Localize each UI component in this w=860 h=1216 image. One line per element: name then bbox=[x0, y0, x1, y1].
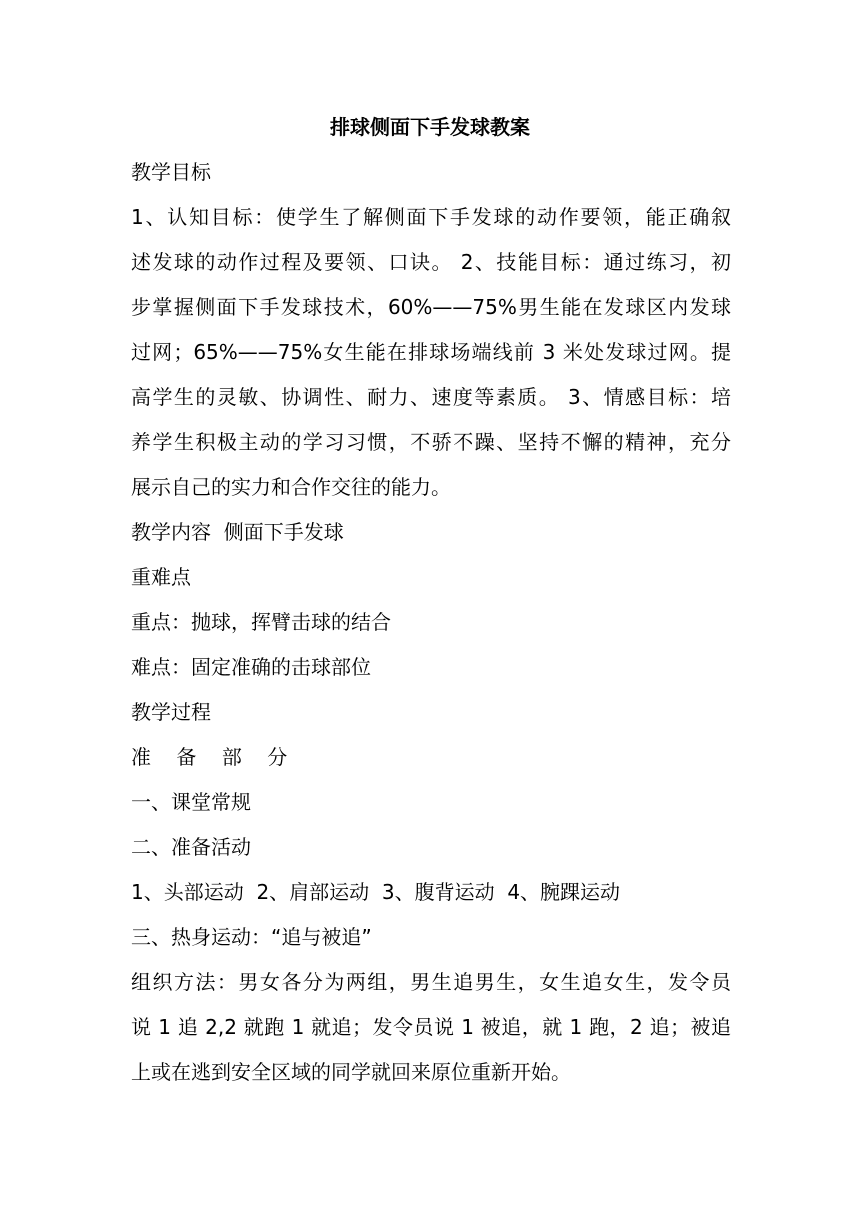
paragraph-line: 述发球的动作过程及要领、口诀。 2、技能目标：通过练习，初 bbox=[131, 250, 731, 274]
list-item: 三、热身运动：“追与被追” bbox=[131, 925, 372, 949]
list-item: 一、课堂常规 bbox=[131, 790, 251, 814]
paragraph-line: 说 1 追 2,2 就跑 1 就追；发令员说 1 被追，就 1 跑，2 追；被追 bbox=[131, 1015, 731, 1039]
paragraph-line: 上或在逃到安全区域的同学就回来原位重新开始。 bbox=[131, 1060, 571, 1084]
paragraph-line: 步掌握侧面下手发球技术，60%——75%男生能在发球区内发球 bbox=[131, 295, 731, 319]
section-heading-preparation: 准 备 部 分 bbox=[131, 745, 288, 769]
paragraph-line: 组织方法：男女各分为两组，男生追男生，女生追女生，发令员 bbox=[131, 970, 731, 994]
section-heading-process: 教学过程 bbox=[131, 700, 211, 724]
paragraph-line: 1、认知目标：使学生了解侧面下手发球的动作要领，能正确叙 bbox=[131, 205, 731, 229]
key-point-line: 重点：抛球，挥臂击球的结合 bbox=[131, 610, 391, 634]
section-heading-objectives: 教学目标 bbox=[131, 160, 211, 184]
list-item: 二、准备活动 bbox=[131, 835, 251, 859]
document-title: 排球侧面下手发球教案 bbox=[330, 115, 530, 139]
paragraph-line: 养学生积极主动的学习习惯，不骄不躁、坚持不懈的精神，充分 bbox=[131, 430, 731, 454]
section-heading-key-points: 重难点 bbox=[131, 565, 191, 589]
paragraph-line: 展示自己的实力和合作交往的能力。 bbox=[131, 475, 451, 499]
difficult-point-line: 难点：固定准确的击球部位 bbox=[131, 655, 371, 679]
section-heading-content: 教学内容 侧面下手发球 bbox=[131, 520, 344, 544]
paragraph-line: 过网；65%——75%女生能在排球场端线前 3 米处发球过网。提 bbox=[131, 340, 731, 364]
paragraph-line: 高学生的灵敏、协调性、耐力、速度等素质。 3、情感目标：培 bbox=[131, 385, 731, 409]
list-item: 1、头部运动 2、肩部运动 3、腹背运动 4、腕踝运动 bbox=[131, 880, 621, 904]
